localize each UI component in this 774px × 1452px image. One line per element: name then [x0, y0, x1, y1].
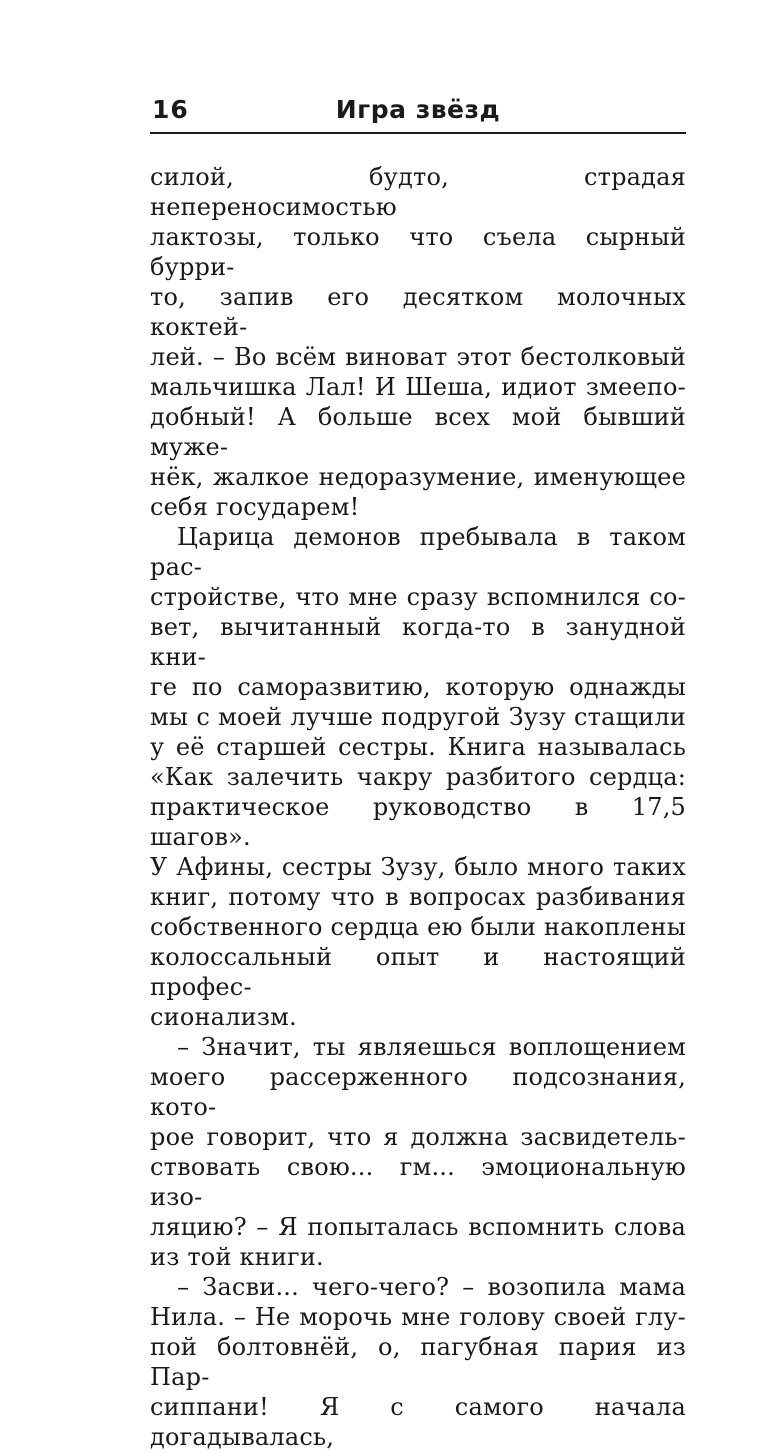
text-line: вет, вычитанный когда-то в занудной кни-	[150, 613, 686, 671]
text-line: сионализм.	[150, 1003, 297, 1031]
page-header	[150, 96, 686, 126]
text-line: книг, потому что в вопросах разбивания	[150, 883, 686, 911]
text-line: мы с моей лучше подругой Зузу стащили	[150, 703, 686, 731]
text-line: Царица демонов пребывала в таком рас-	[150, 523, 686, 581]
text-line: ге по саморазвитию, которую однажды	[150, 673, 686, 701]
header-rule	[150, 132, 686, 134]
text-line: пой болтовнёй, о, пагубная пария из Пар-	[150, 1333, 686, 1391]
text-line: рое говорит, что я должна засвидетель-	[150, 1123, 686, 1151]
text-line: моего рассерженного подсознания, кото-	[150, 1063, 686, 1121]
text-line: силой, будто, страдая непереносимостью	[150, 163, 686, 221]
text-line: мальчишка Лал! И Шеша, идиот змеепо-	[150, 373, 686, 401]
text-line: У Афины, сестры Зузу, было много таких	[150, 853, 686, 881]
running-title: Игра звёзд	[335, 95, 501, 124]
text-line: практическое руководство в 17,5 шагов».	[150, 793, 686, 851]
text-line: лактозы, только что съела сырный бурри-	[150, 223, 686, 281]
text-line: колоссальный опыт и настоящий профес-	[150, 943, 686, 1001]
text-line: «Как залечить чакру разбитого сердца:	[150, 763, 686, 791]
text-line: у её старшей сестры. Книга называлась	[150, 733, 686, 761]
text-line: ствовать свою... гм... эмоциональную изо-	[150, 1153, 686, 1211]
text-line: лей. – Во всём виноват этот бестолковый	[150, 343, 686, 371]
text-line: сиппани! Я с самого начала догадывалась,	[150, 1393, 686, 1451]
text-line: из той книги.	[150, 1243, 324, 1271]
text-line: нёк, жалкое недоразумение, именующее	[150, 463, 686, 491]
text-line: себя государем!	[150, 493, 360, 521]
text-line: стройстве, что мне сразу вспомнился со-	[150, 583, 686, 611]
text-line: ляцию? – Я попыталась вспомнить слова	[150, 1213, 686, 1241]
text-line: собственного сердца ею были накоплены	[150, 913, 686, 941]
page-number: 16	[152, 95, 189, 124]
text-line: добный! А больше всех мой бывший муже-	[150, 403, 686, 461]
text-line: – Засви... чего-чего? – возопила мама	[177, 1273, 686, 1301]
text-line: Нила. – Не морочь мне голову своей глу-	[150, 1303, 686, 1331]
body-text	[150, 162, 686, 1452]
text-line: то, запив его десятком молочных коктей-	[150, 283, 686, 341]
text-line: – Значит, ты являешься воплощением	[177, 1033, 686, 1061]
